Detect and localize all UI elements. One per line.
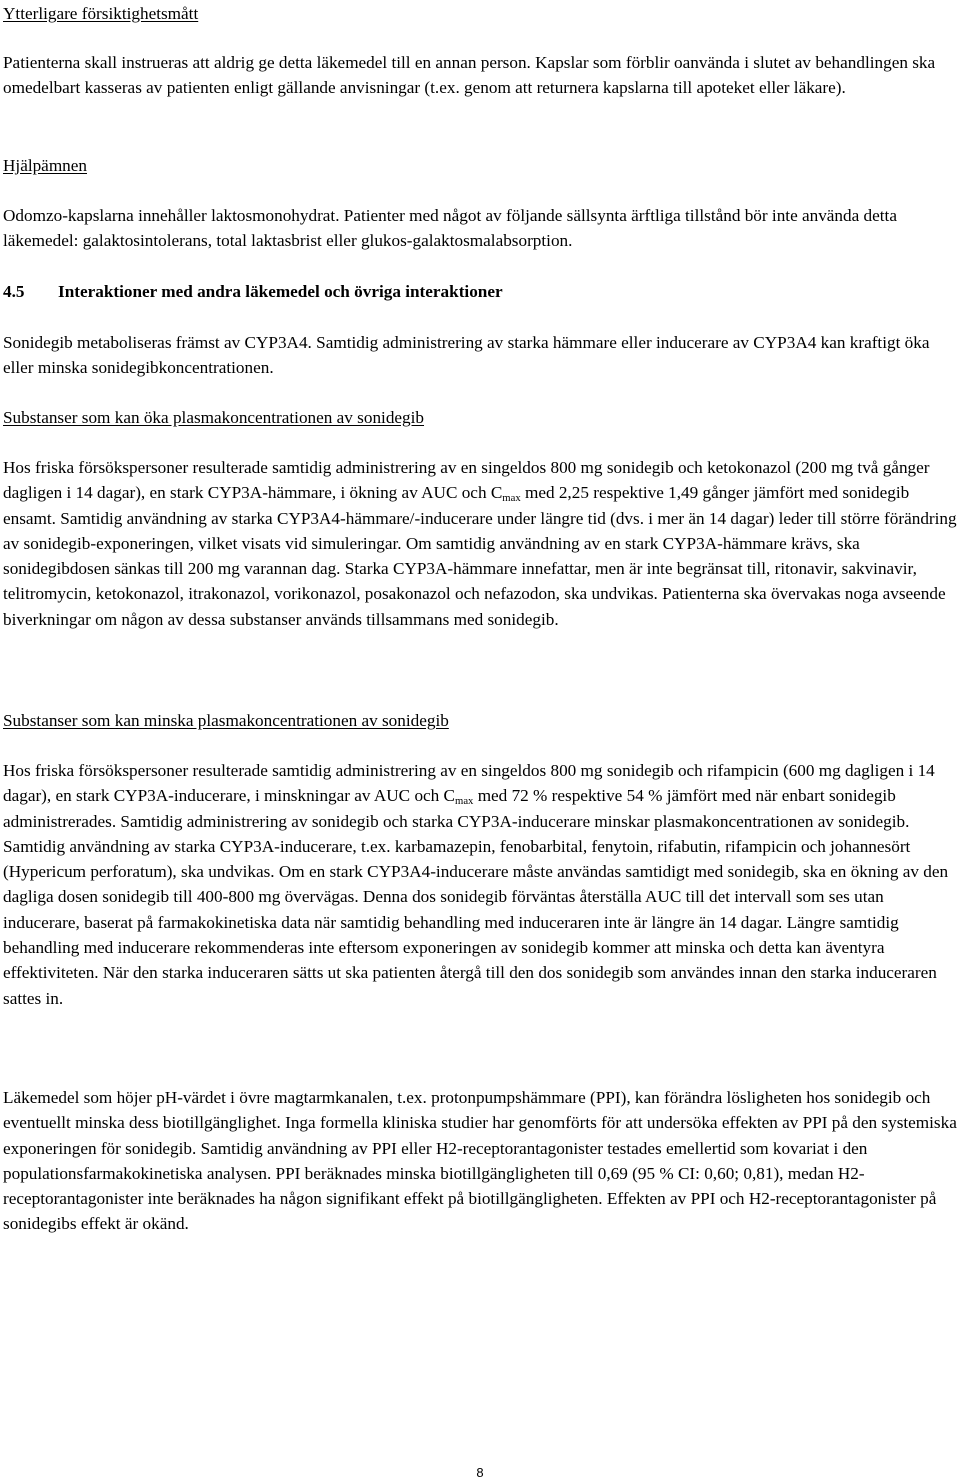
paragraph-metabolism: Sonidegib metaboliseras främst av CYP3A4. Samtidig administrering av starka hämmare eller inducerare av CYP3A4 kan kraftigt öka eller minska sonidegibkoncentrationen.: [3, 333, 930, 378]
paragraph-inhibitors-part1: Hos friska försökspersoner resulterade samtidig administrering av en singeldos 800 mg sonidegib och ketokonazol (200 mg två gånger dagligen i 14 dagar), en stark CYP3A-hämmare, i ökning av AUC och C: [3, 458, 930, 503]
page-number: 8: [476, 1465, 484, 1480]
subscript-max: max: [502, 493, 521, 505]
paragraph-inducers-part1: Hos friska försökspersoner resulterade samtidig administrering av en singeldos 800 mg sonidegib och rifampicin (600 mg dagligen i 14 dagar), en stark CYP3A-inducerare, i minskningar av AUC och C: [3, 761, 935, 806]
paragraph-ppi: Läkemedel som höjer pH-värdet i övre magtarmkanalen, t.ex. protonpumpshämmare (PPI), kan förändra lösligheten hos sonidegib och eventuellt minska dess biotillgänglighet. Inga formella kliniska studier har genomförts för att undersöka effekten av PPI på den systemiska exponeringen för sonidegib. Samtidig användning av PPI eller H2-receptorantagonister testades emellertid som kovariat i den populationsfarmakokinetiska analysen. PPI beräknades minska biotillgängligheten till 0,69 (95 % CI: 0,60; 0,81), medan H2-receptorantagonister inte beräknades ha någon signifikant effekt på biotillgängligheten. Effekten av PPI och H2-receptorantagonister på sonidegibs effekt är okänd.: [3, 1088, 957, 1234]
section-title: Interaktioner med andra läkemedel och övriga interaktioner: [58, 282, 503, 301]
heading-increase-plasma: Substanser som kan öka plasmakoncentrationen av sonidegib: [3, 408, 425, 427]
paragraph-patient-instructions: Patienterna skall instrueras att aldrig ge detta läkemedel till en annan person. Kapslar som förblir oanvända i slutet av behandlingen ska omedelbart kasseras av patienten enligt gällande anvisningar (t.ex. genom att returnera kapslarna till apoteket eller läkare).: [3, 53, 936, 98]
subscript-max: max: [455, 796, 474, 808]
paragraph-inhibitors-part2: med 2,25 respektive 1,49 gånger jämfört med sonidegib ensamt. Samtidig användning av starka CYP3A4-hämmare/-inducerare under längre tid (dvs. i mer än 14 dagar) leder till större förändring av sonidegib-exponeringen, vilket visats vid simuleringar. Om samtidig användning av en stark CYP3A-hämmare krävs, ska sonidegibdosen sänkas till 200 mg varannan dag. Starka CYP3A-hämmare innefattar, men är inte begränsat till, ritonavir, sakvinavir, telitromycin, ketokonazol, itrakonazol, vorikonazol, posakonazol och nefazodon, ska undvikas. Patienterna ska övervakas noga avseende biverkningar om någon av dessa substanser används tillsammans med sonidegib.: [3, 483, 957, 629]
paragraph-lactose: Odomzo-kapslarna innehåller laktosmonohydrat. Patienter med något av följande sällsynta ärftliga tillstånd bör inte använda detta läkemedel: galaktosintolerans, total laktasbrist eller glukos-galaktosmalabsorption.: [3, 206, 897, 251]
heading-decrease-plasma: Substanser som kan minska plasmakoncentrationen av sonidegib: [3, 711, 449, 730]
heading-excipients: Hjälpämnen: [3, 156, 87, 175]
paragraph-inducers: [3, 758, 957, 1011]
paragraph-inhibitors: [3, 455, 957, 632]
heading-additional-precautions: Ytterligare försiktighetsmått: [3, 4, 199, 23]
paragraph-inducers-part2: med 72 % respektive 54 % jämfört med när enbart sonidegib administrerades. Samtidig administrering av sonidegib och starka CYP3A-inducerare minskar plasmakoncentrationen av sonidegib. Samtidig användning av starka CYP3A-inducerare, t.ex. karbamazepin, fenobarbital, fenytoin, rifabutin, rifampicin och johannesört (Hypericum perforatum), ska undvikas. Om en stark CYP3A4-inducerare måste användas samtidigt med sonidegib, ska en ökning av den dagliga dosen sonidegib till 400-800 mg övervägas. Denna dos sonidegib förväntas återställa AUC till det intervall som ses utan inducerare, baserat på farmakokinetiska data när samtidig behandling med induceraren inte är längre än 14 dagar. Längre samtidig behandling med inducerare rekommenderas inte eftersom exponeringen av sonidegib kommer att minska och detta kan äventyra effektiviteten. När den starka induceraren sätts ut ska patienten återgå till den dos sonidegib som användes innan den starka induceraren sattes in.: [3, 786, 949, 1008]
section-heading-4-5: [3, 279, 957, 304]
section-number: 4.5: [3, 282, 25, 301]
